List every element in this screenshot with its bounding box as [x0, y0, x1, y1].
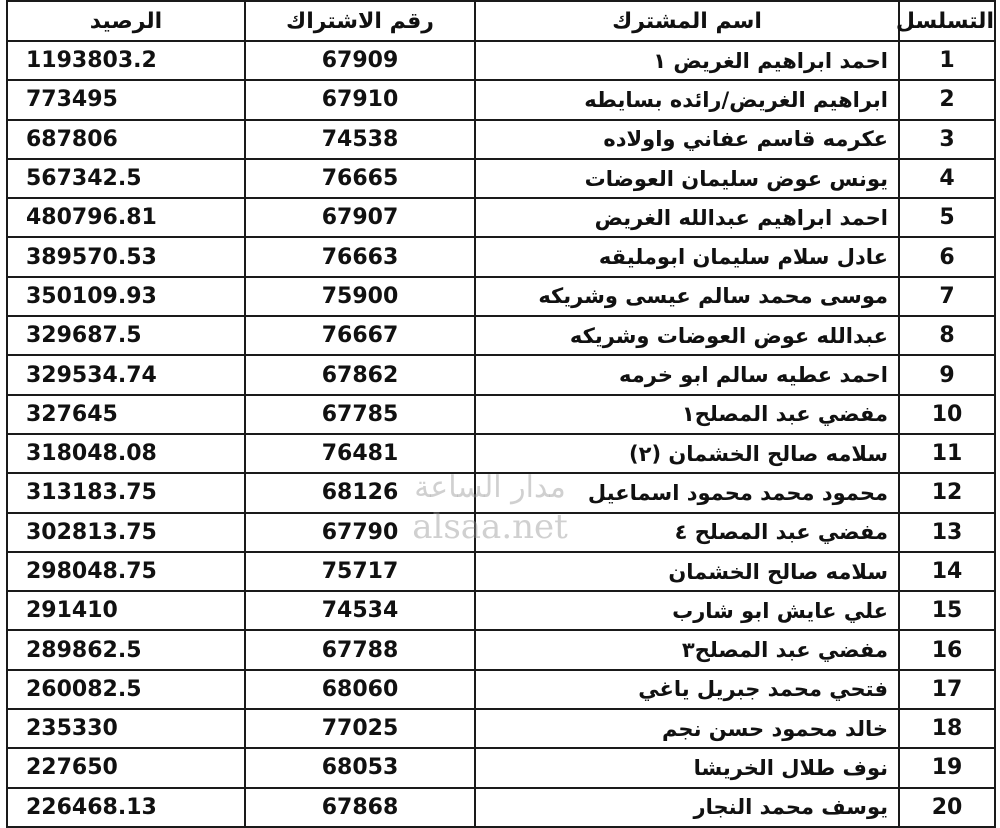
cell-name: احمد ابراهيم عبدالله الغريض — [475, 198, 899, 237]
cell-bal: 329687.5 — [7, 316, 245, 355]
cell-sub: 67910 — [245, 80, 475, 119]
table-row — [7, 198, 995, 237]
cell-seq: 2 — [899, 80, 995, 119]
cell-seq: 5 — [899, 198, 995, 237]
cell-sub: 68060 — [245, 670, 475, 709]
cell-bal: 389570.53 — [7, 237, 245, 276]
cell-bal: 329534.74 — [7, 355, 245, 394]
cell-bal: 313183.75 — [7, 473, 245, 512]
cell-name: ابراهيم الغريض/رائده بسايطه — [475, 80, 899, 119]
cell-name: يوسف محمد النجار — [475, 788, 899, 827]
cell-name: احمد ابراهيم الغريض ١ — [475, 41, 899, 80]
cell-seq: 19 — [899, 748, 995, 787]
table-row — [7, 80, 995, 119]
header-subscription: رقم الاشتراك — [245, 1, 475, 41]
cell-name: عادل سلام سليمان ابومليقه — [475, 237, 899, 276]
cell-seq: 12 — [899, 473, 995, 512]
watermark-latin: alsaa.net — [412, 507, 568, 547]
table-row — [7, 670, 995, 709]
cell-seq: 1 — [899, 41, 995, 80]
cell-seq: 13 — [899, 513, 995, 552]
subscribers-table — [6, 0, 996, 828]
cell-seq: 10 — [899, 395, 995, 434]
table-header — [7, 1, 995, 41]
table-row — [7, 316, 995, 355]
cell-name: يونس عوض سليمان العوضات — [475, 159, 899, 198]
table-body — [7, 41, 995, 827]
cell-seq: 11 — [899, 434, 995, 473]
cell-name: فتحي محمد جبريل ياغي — [475, 670, 899, 709]
cell-bal: 318048.08 — [7, 434, 245, 473]
cell-seq: 17 — [899, 670, 995, 709]
cell-bal: 687806 — [7, 120, 245, 159]
cell-seq: 15 — [899, 591, 995, 630]
cell-name: موسى محمد سالم عيسى وشريكه — [475, 277, 899, 316]
cell-seq: 8 — [899, 316, 995, 355]
cell-sub: 75717 — [245, 552, 475, 591]
cell-name: مفضي عبد المصلح٣ — [475, 630, 899, 669]
table-row — [7, 709, 995, 748]
table-row — [7, 41, 995, 80]
cell-name: مفضي عبد المصلح١ — [475, 395, 899, 434]
cell-name: عكرمه قاسم عفاني واولاده — [475, 120, 899, 159]
table-row — [7, 237, 995, 276]
cell-seq: 20 — [899, 788, 995, 827]
cell-sub: 68126 — [245, 473, 475, 512]
cell-bal: 567342.5 — [7, 159, 245, 198]
cell-sub: 67785 — [245, 395, 475, 434]
cell-sub: 74534 — [245, 591, 475, 630]
cell-sub: 75900 — [245, 277, 475, 316]
table-row — [7, 277, 995, 316]
cell-name: مفضي عبد المصلح ٤ — [475, 513, 899, 552]
cell-sub: 76481 — [245, 434, 475, 473]
cell-seq: 4 — [899, 159, 995, 198]
cell-sub: 67909 — [245, 41, 475, 80]
cell-sub: 76667 — [245, 316, 475, 355]
cell-sub: 67907 — [245, 198, 475, 237]
header-row — [7, 1, 995, 41]
cell-sub: 67790 — [245, 513, 475, 552]
table-row — [7, 355, 995, 394]
table-row — [7, 591, 995, 630]
cell-seq: 9 — [899, 355, 995, 394]
table-row — [7, 788, 995, 827]
table-row — [7, 630, 995, 669]
cell-name: محمود محمد محمود اسماعيل — [475, 473, 899, 512]
table-row — [7, 748, 995, 787]
table-row — [7, 473, 995, 512]
cell-bal: 350109.93 — [7, 277, 245, 316]
table-row — [7, 120, 995, 159]
cell-bal: 480796.81 — [7, 198, 245, 237]
cell-sub: 67788 — [245, 630, 475, 669]
table-row — [7, 395, 995, 434]
cell-seq: 3 — [899, 120, 995, 159]
cell-name: خالد محمود حسن نجم — [475, 709, 899, 748]
cell-name: عبدالله عوض العوضات وشريكه — [475, 316, 899, 355]
cell-sub: 76665 — [245, 159, 475, 198]
cell-sub: 67868 — [245, 788, 475, 827]
cell-bal: 235330 — [7, 709, 245, 748]
table-row — [7, 159, 995, 198]
cell-sub: 67862 — [245, 355, 475, 394]
cell-bal: 302813.75 — [7, 513, 245, 552]
cell-name: علي عايش ابو شارب — [475, 591, 899, 630]
cell-seq: 16 — [899, 630, 995, 669]
cell-bal: 773495 — [7, 80, 245, 119]
header-balance: الرصيد — [7, 1, 245, 41]
cell-name: سلامه صالح الخشمان (٢) — [475, 434, 899, 473]
cell-bal: 289862.5 — [7, 630, 245, 669]
cell-name: نوف طلال الخريشا — [475, 748, 899, 787]
watermark-arabic: مدار الساعة — [414, 470, 566, 505]
cell-name: احمد عطيه سالم ابو خرمه — [475, 355, 899, 394]
table-row — [7, 552, 995, 591]
cell-bal: 327645 — [7, 395, 245, 434]
cell-bal: 226468.13 — [7, 788, 245, 827]
header-seq: التسلسل — [899, 1, 995, 41]
cell-sub: 76663 — [245, 237, 475, 276]
cell-bal: 1193803.2 — [7, 41, 245, 80]
cell-bal: 227650 — [7, 748, 245, 787]
cell-seq: 18 — [899, 709, 995, 748]
cell-sub: 77025 — [245, 709, 475, 748]
cell-bal: 260082.5 — [7, 670, 245, 709]
cell-bal: 291410 — [7, 591, 245, 630]
cell-sub: 74538 — [245, 120, 475, 159]
cell-seq: 6 — [899, 237, 995, 276]
table-row — [7, 513, 995, 552]
header-name: اسم المشترك — [475, 1, 899, 41]
cell-bal: 298048.75 — [7, 552, 245, 591]
cell-seq: 14 — [899, 552, 995, 591]
cell-seq: 7 — [899, 277, 995, 316]
cell-sub: 68053 — [245, 748, 475, 787]
cell-name: سلامه صالح الخشمان — [475, 552, 899, 591]
table-row — [7, 434, 995, 473]
